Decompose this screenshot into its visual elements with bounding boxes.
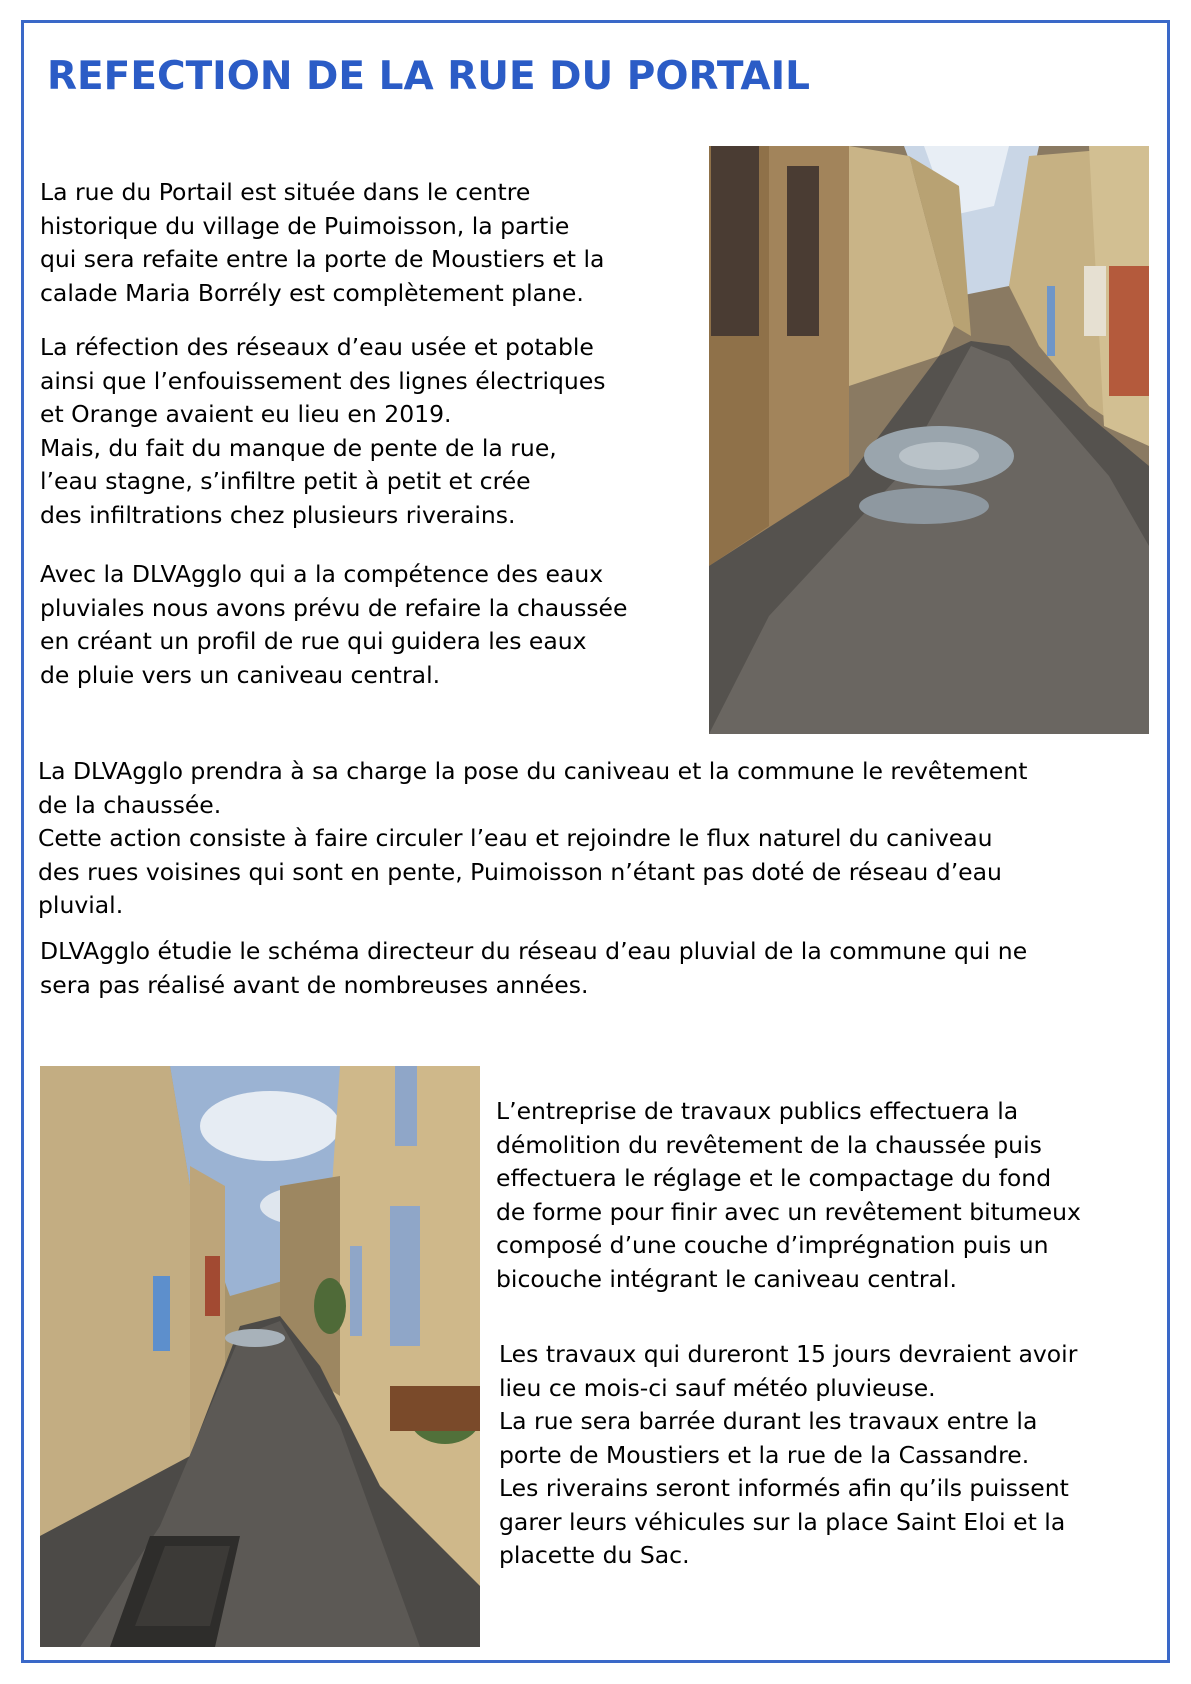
networks-paragraph: La réfection des réseaux d’eau usée et potable ainsi que l’enfouissement des lignes électriques et Orange avaient eu lieu en 2019. Mais, du fait du manque de pente de la rue, l’eau stagne, s’infiltre petit à petit et crée des infiltrations chez plusieurs riverains.	[40, 333, 606, 529]
intro-paragraph: La rue du Portail est située dans le centre historique du village de Puimoisson, la partie qui sera refaite entre la porte de Moustiers et la calade Maria Borrély est complètement plane.	[40, 178, 605, 307]
works-paragraph: L’entreprise de travaux publics effectuera la démolition du revêtement de la chaussée puis effectuera le réglage et le compactage du fond de forme pour finir avec un revêtement bitumeux composé d’une couche d’imprégnation puis un bicouche intégrant le caniveau central.	[496, 1097, 1081, 1293]
schedule-paragraph: Les travaux qui dureront 15 jours devraient avoir lieu ce mois-ci sauf météo pluvieuse. La rue sera barrée durant les travaux entre la porte de Moustiers et la rue de la Cassandre. Les riverains seront informés afin qu’ils puissent garer leurs véhicules sur la place Saint Eloi et la placette du Sac.	[499, 1340, 1078, 1569]
masterplan-paragraph: DLVAgglo étudie le schéma directeur du réseau d’eau pluvial de la commune qui ne sera pas réalisé avant de nombreuses années.	[40, 937, 1028, 999]
dlvagglo-paragraph: Avec la DLVAgglo qui a la compétence des eaux pluviales nous avons prévu de refaire la chaussée en créant un profil de rue qui guidera les eaux de pluie vers un caniveau central.	[40, 560, 628, 689]
gutter-paragraph: La DLVAgglo prendra à sa charge la pose du caniveau et la commune le revêtement de la chaussée. Cette action consiste à faire circuler l’eau et rejoindre le flux naturel du caniveau des rues voisines qui sont en pente, Puimoisson n’étant pas doté de réseau d’eau pluvial.	[38, 757, 1028, 919]
page-title: REFECTION DE LA RUE DU PORTAIL	[47, 54, 810, 99]
street-photo-puddle	[709, 146, 1149, 734]
street-photo-alley	[40, 1066, 480, 1647]
